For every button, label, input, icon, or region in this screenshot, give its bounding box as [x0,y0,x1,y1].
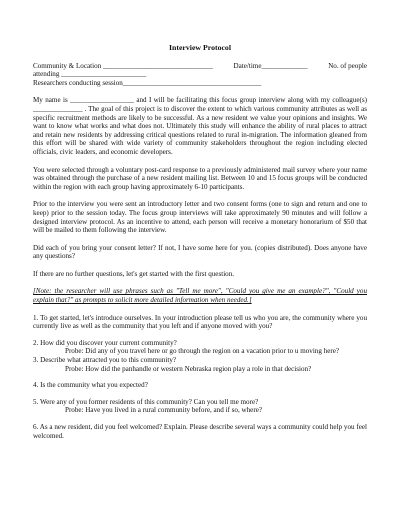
community-location-label: Community & Location _______________________________ [33,61,213,70]
question-3: 3. Describe what attracted you to this community? [33,356,177,365]
document-title: Interview Protocol [169,43,231,52]
question-2-probe: Probe: Did any of you travel here or go through the region on a vacation prior to u moving here? [65,347,340,356]
researchers-label: Researchers conducting session_______________________________________ [33,78,262,87]
intro-paragraph-5: If there are no further questions, let's get started with the first question. [33,269,235,278]
intro-paragraph-1: My name is __________________ and I will be facilitating this focus group interview along with my colleague(s) ______________ . The goal of this project is to discover the extent to which various community attributes as well as specific recruitment methods are likely to be successful. As a new resident we value your opinions and insights. We want to know what works and what does not. Ultimately this study will enhance the ability of rural places to attract and retain new residents by addressing critical questions related to rural in-migration. The information gleaned from this effort will be shared with wide variety of community stakeholders throughout the region including elected officials, civic leaders, and economic developers. [33,96,367,156]
header-row-community [33,62,367,71]
question-5: 5. Were any of you former residents of this community? Can you tell me more? [33,397,259,406]
question-3-probe: Probe: How did the panhandle or western Nebraska region play a role in that decision? [65,364,312,373]
question-1: 1. To get started, let's introduce ourselves. In your introduction please tell us who you are, the community where you currently live as well as the community that you left and if anyone moved with you? [33,313,367,331]
question-5-probe: Probe: Have you lived in a rural community before, and if so, where? [65,406,262,415]
date-time-label: Date/time_____________ [233,61,308,70]
spacer [33,87,367,96]
intro-paragraph-3: Prior to the interview you were sent an introductory letter and two consent forms (one to sign and return and one to keep) prior to the session today. The focus group interviews will take approximately 90 minutes and will follow a designed interview protocol. As an incentive to attend, each person will receive a monetary honorarium of $50 that will be mailed to them following the interview. [33,200,367,235]
intro-paragraph-2: You were selected through a voluntary post-card response to a previously administered mail survey where your name was obtained through the purchase of a new resident mailing list. Between 10 and 15 focus groups will be conducted within the region with each group having approximately 6-10 participants. [33,165,367,191]
people-count-label: No. of people [328,61,367,70]
attending-label: attending ________________________ [33,70,147,79]
question-6: 6. As a new resident, did you feel welcomed? Explain. Please describe several ways a community could help you feel welcomed. [33,423,367,440]
question-2: 2. How did you discover your current community? [33,338,177,347]
question-4: 4. Is the community what you expected? [33,381,148,390]
intro-paragraph-4: Did each of you bring your consent letter? If not, I have some here for you. (copies distributed). Does anyone have any questions? [33,243,367,261]
researcher-note: [Note: the researcher will use phrases such as "Tell me more", "Could you give me an example?", "Could you explain that?" as prompts to solicit more detailed information when needed.] [33,287,367,305]
